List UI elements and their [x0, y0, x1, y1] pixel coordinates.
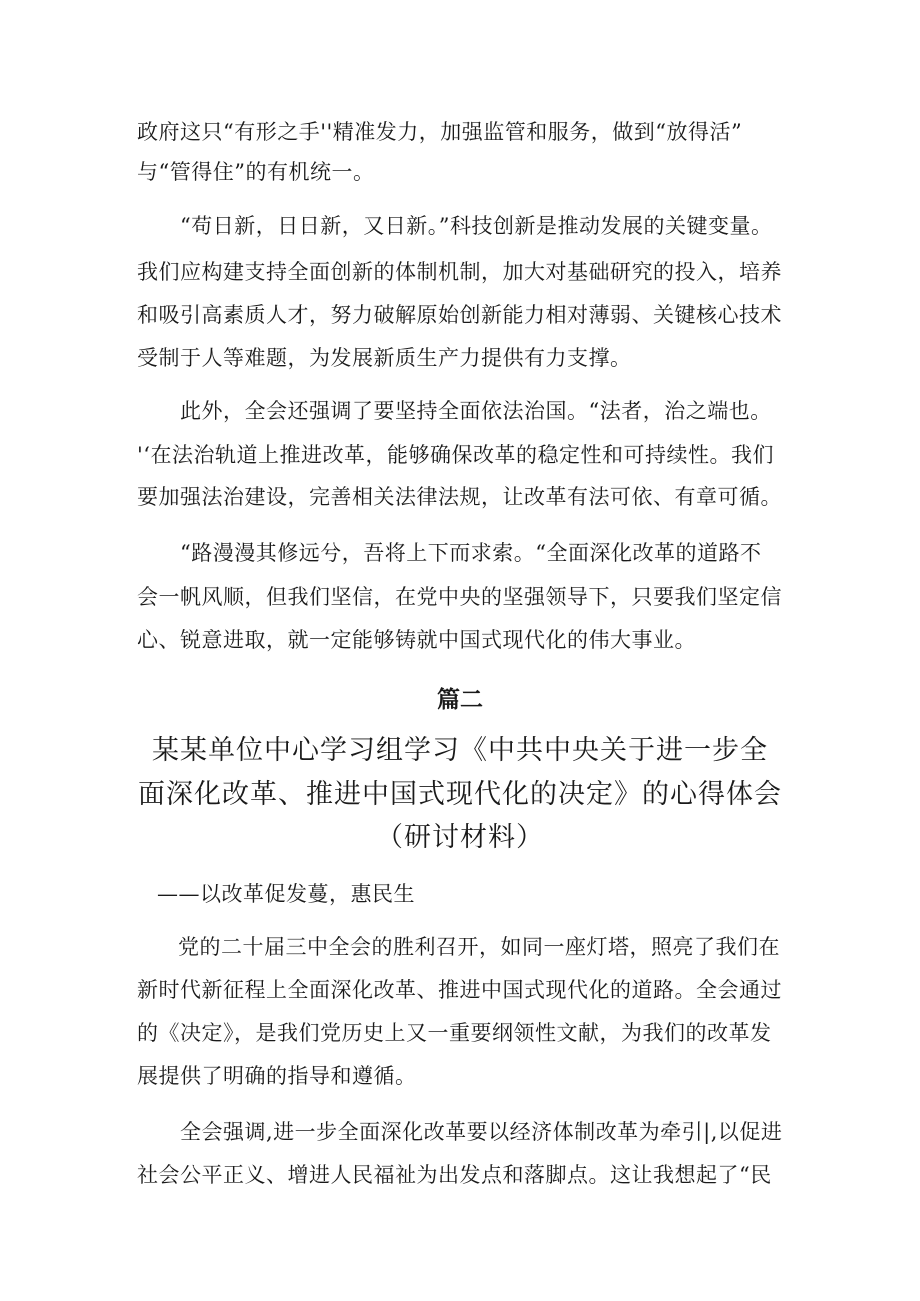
paragraph-6-line-2: 社会公平正义、增进人民福祉为出发点和落脚点。这让我想起了“民: [137, 1163, 772, 1187]
paragraph-4-line-1: “路漫漫其修远兮，吾将上下而求索。“全面深化改革的道路不: [180, 541, 762, 565]
paragraph-2-line-1: “苟日新，日日新，又日新。”科技创新是推动发展的关键变量。: [180, 214, 773, 238]
paragraph-5-line-4: 展提供了明确的指导和遵循。: [137, 1064, 417, 1088]
paragraph-6-line-1: 全会强调,进一步全面深化改革要以经济体制改革为牵引|,以促进: [180, 1120, 783, 1144]
paragraph-5-line-1: 党的二十届三中全会的胜利召开，如同一座灯塔，照亮了我们在: [178, 935, 780, 959]
paragraph-2-line-2: 我们应构建支持全面创新的体制机制，加大对基础研究的投入，培养: [137, 260, 782, 284]
paragraph-2-line-3: 和吸引高素质人才，努力破解原始创新能力相对薄弱、关键核心技术: [137, 303, 782, 327]
document-title-line-2: 面深化改革、推进中国式现代化的决定》的心得体会: [138, 779, 782, 810]
paragraph-2-line-4: 受制于人等难题，为发展新质生产力提供有力支撑。: [137, 346, 632, 370]
paragraph-5-line-3: 的《决定》，是我们党历史上又一重要纲领性文献，为我们的改革发: [137, 1021, 772, 1045]
paragraph-3-line-2: '‘在法治轨道上推进改革，能够确保改革的稳定性和可持续性。我们: [137, 443, 774, 467]
section-label: 篇二: [437, 686, 483, 713]
paragraph-5-line-2: 新时代新征程上全面深化改革、推进中国式现代化的道路。全会通过: [137, 978, 782, 1002]
paragraph-4-line-3: 心、锐意进取，就一定能够铸就中国式现代化的伟大事业。: [137, 628, 696, 652]
paragraph-1-line-2: 与“管得住”的有机统一。: [137, 160, 375, 184]
paragraph-3-line-3: 要加强法治建设，完善相关法律法规，让改革有法可依、有章可循。: [137, 485, 782, 509]
document-title-line-3: （研讨材料）: [376, 822, 544, 853]
paragraph-1-line-1: 政府这只“有形之手''精准发力，加强监管和服务，做到“放得活”: [137, 120, 743, 144]
paragraph-3-line-1: 此外，全会还强调了要坚持全面依法治国。“法者，治之端也。: [180, 399, 772, 423]
document-subtitle: ——以改革促发蔓，惠民生: [157, 882, 415, 906]
document-title-line-1: 某某单位中心学习组学习《中共中央关于进一步全: [152, 735, 768, 766]
paragraph-4-line-2: 会一帆风顺，但我们坚信，在党中央的坚强领导下，只要我们坚定信: [137, 585, 782, 609]
